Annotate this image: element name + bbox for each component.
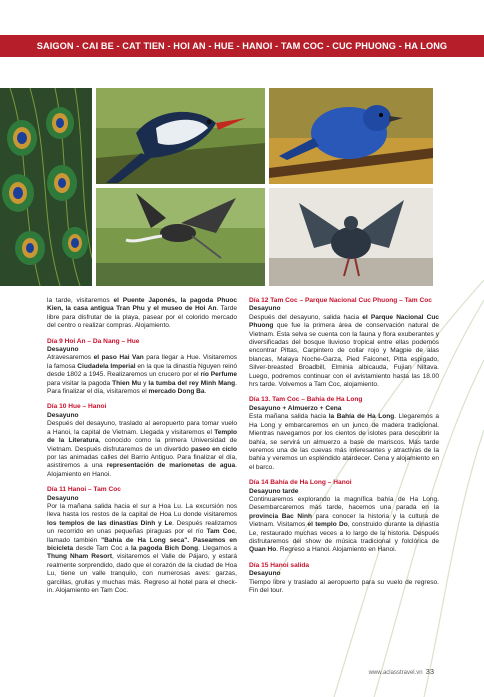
text-run: , visitaremos el Valle de Pájaro, y estará realmente sorprendido, dado que el corazón de la ciudad de Hoa Lu, tiene un valle tranquilo, con numerosas aves: garzas, garcillas, grullas y muchas más. Regreso al hotel para el check-in. Alojamiento en Tam Coc. [47, 553, 237, 594]
text-run: . Llegamos a [198, 544, 237, 552]
day-13-title: Día 13. Tam Coc – Bahía de Ha Long [249, 396, 363, 404]
day-9-title: Día 9 Hoi An – Da Nang – Hue [47, 337, 140, 345]
text-run: para visitar la pagoda [47, 379, 113, 387]
text-run: por las animadas calles del Barrio Antiguo. Para finalizar el día, asistiremos a una [47, 453, 237, 470]
text-run: Esta mañana salida hacia [249, 413, 329, 421]
day-10-meals: Desayuno [47, 411, 79, 419]
day-13-meals: Desayuno + Almuerzo + Cena [249, 404, 342, 412]
day-12-description [249, 314, 439, 390]
text-run: para conocer la historia y la cultura de Vietnam. Visitamos [249, 512, 439, 529]
bold-text-run: mercado Dong Ba [148, 388, 205, 396]
text-run: . Después realizamos un recorrido en unas pequeñas piraguas por el río [47, 519, 237, 536]
website-link[interactable]: www.aclasstravel.vn [368, 670, 423, 676]
route-banner: SAIGON - CAI BE - CAT TIEN - HOI AN - HUE - HANOI - TAM COC - CUC PHUONG - HA LONG [0, 35, 484, 57]
text-run: Tiempo libre y traslado al aeropuerto para su vuelo de regreso. Fin del tour. [249, 578, 439, 594]
text-run: para llegar a Hue. Visitaremos la famosa [47, 354, 238, 370]
text-run: desde Tam Coc a [73, 544, 132, 552]
day-13-description [249, 413, 439, 472]
text-run: , construido durante la dinastía Le, restaurado muchas veces a lo largo de la historia. Después disfrutaremos del show de música tradicional y folclórica de [249, 521, 439, 545]
day-10-title: Día 10 Hue – Hanoi [47, 403, 107, 411]
blue-bird-photo [269, 88, 433, 184]
text-run: Después del desayuno, traslado al aeropuerto para tomar vuelo a Hanoi, la capital de Vietnam. Llegada y visitaremos el [47, 420, 237, 436]
left-text-column [47, 297, 237, 602]
text-run: Después del desayuno, salida hacia [249, 313, 363, 321]
bold-text-run: Thung Nham Resort [47, 553, 113, 561]
bold-text-run: el Puente Japonés, la pagoda Phuoc Kien, la casa antigua Tran Phu y el museo de Hoi An [47, 297, 237, 313]
bold-text-run: los templos de las dinastías Dinh y Le [47, 519, 173, 527]
day-15-meals: Desayuno [249, 570, 281, 578]
day-14-meals: Desayuno tarde [249, 487, 299, 495]
bold-text-run: Thien Mu [112, 379, 142, 387]
day-12-title: Día 12 Tam Coc – Parque Nacional Cuc Phuong – Tam Coc [249, 297, 432, 304]
day-15-description [249, 579, 439, 596]
bold-text-run: río Perfume [200, 371, 237, 379]
text-run: Continuaremos explorando la magnífica bahía de Ha Long. Desembarcaremos más tarde, hacemos una parada en la [249, 495, 439, 512]
text-run: . Para finalizar el día, visitaremos el [47, 379, 237, 396]
day-14-description [249, 496, 439, 555]
text-run: y [141, 379, 149, 387]
bold-text-run: "Bahía de Ha Long seca". Paseamos en bicicleta [47, 536, 238, 552]
text-run: la tarde, visitaremos [47, 297, 114, 304]
text-run: que fue la primera área de conservación natural de Vietnam. Esta selva se cuenta con la fauna y flora exuberantes y diversificadas del bosque lluvioso tropical entre ellas podemos encontrar Pittas, Carpintero de collar rojo y Magpie de alas blancas, Malaya Noche-Garza, Pied Falconet, Pitta espigado, Silver-breasted Broadbill, Elminia albicauda, Fujian Niltava. Luego, podremos continuar con el avistamiento hasta las 18.00 hrs tarde. Volvemos a Tam Coc, alojamiento. [249, 322, 439, 389]
day-10-description [47, 420, 237, 479]
text-run: , llamado también [47, 528, 237, 544]
photo-collage [0, 88, 484, 286]
day-9-description [47, 354, 237, 396]
bold-text-run: el paso Hai Van [93, 354, 144, 362]
page-footer [369, 667, 434, 676]
bold-text-run: representación de marionetas de agua [106, 462, 236, 470]
text-run: . Alojamiento en Hanoi. [47, 462, 237, 478]
pheasant-photo [269, 188, 433, 286]
magpie-photo [96, 88, 265, 184]
text-run: , conocido como la primera Universidad de Vietnam. Después disfrutaremos de un divertido [47, 437, 238, 453]
text-run: . Tarde libre para disfrutar de la playa, pasear por el colorido mercado del centro o realizar compras. Alojamiento. [47, 305, 237, 330]
bold-text-run: la pagoda Bich Dong [131, 544, 199, 552]
peacock-photo [0, 88, 92, 286]
page-number: 33 [425, 667, 434, 676]
bold-text-run: la tumba del rey Minh Mang [148, 379, 236, 387]
day-14-title: Día 14 Bahía de Ha Long – Hanoi [249, 479, 352, 487]
text-run: . Regreso a Hanoi. Alojamiento en Hanoi. [276, 546, 397, 554]
bold-text-run: paseo en ciclo [191, 445, 237, 453]
bold-text-run: el templo Do [307, 521, 348, 529]
bold-text-run: Templo de la Literatura [47, 428, 237, 445]
day-15-title: Día 15 Hanoi salida [249, 561, 310, 569]
day-12-meals: Desayuno [249, 305, 281, 313]
text-run: en la que la dinastía Nguyen reinó desde 1802 a 1945. Realizaremos un crucero por el [47, 362, 238, 379]
bold-text-run: Ciudadela Imperial [77, 362, 136, 370]
text-run: . Llegaremos a Ha Long y embarcaremos en un junco de madera tradicional. Mientras navegamos por los cientos de islotes para descubrir la bahía, se servirá un almuerzo a base de mariscos. Más tarde veremos una de las cuevas más interesantes y atractivas de la bahía y veremos un espléndido atardecer. Cena y alojamiento en el barco. [249, 413, 439, 471]
text-run: Atravesaremos [47, 354, 94, 362]
bold-text-run: el Parque Nacional Cuc Phuong [249, 313, 439, 330]
day-9-meals: Desayuno [47, 346, 79, 354]
day-11-description [47, 503, 237, 595]
intro-paragraph [47, 297, 237, 331]
bold-text-run: la Bahía de Ha Long [328, 413, 395, 421]
bold-text-run: Tam Coc [206, 528, 236, 536]
day-11-title: Día 11 Hanoi – Tam Coc [47, 486, 121, 494]
text-run: Por la mañana salida hacia el sur a Hoa Lu. La excursión nos lleva hasta los restos de la capital de Hoa Lu donde visitaremos [47, 502, 237, 519]
bold-text-run: provincia Bac Ninh [249, 512, 312, 520]
heron-photo [96, 188, 265, 286]
bold-text-run: Quan Ho [249, 546, 277, 554]
right-text-column [249, 297, 439, 602]
text-run: . [204, 388, 207, 396]
day-11-meals: Desayuno [47, 494, 79, 502]
